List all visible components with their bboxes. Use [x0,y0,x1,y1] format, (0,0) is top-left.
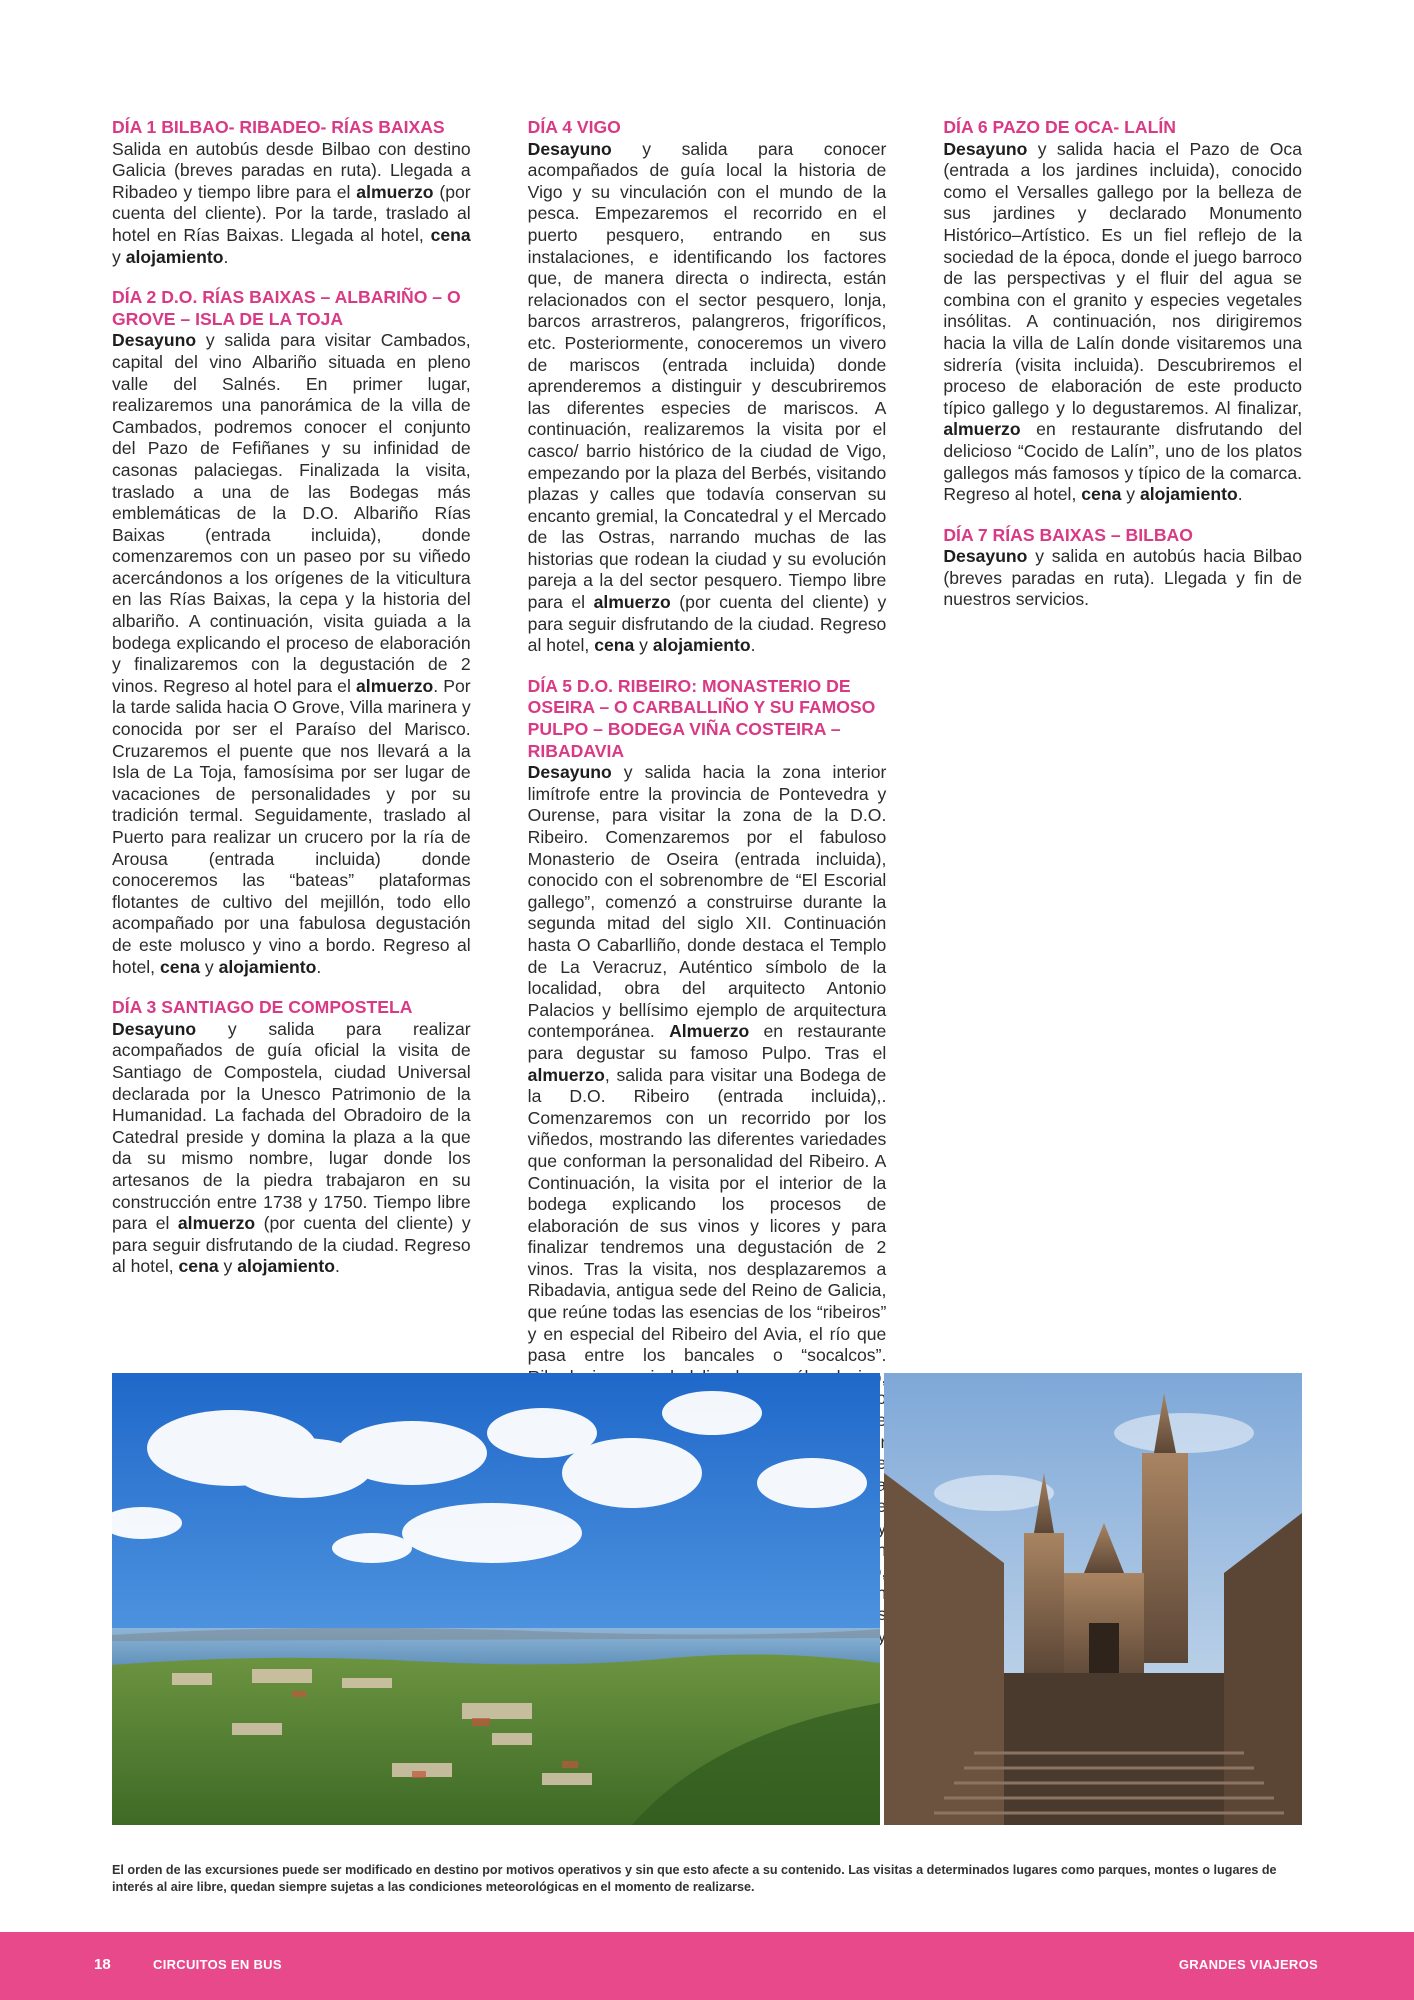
day-2-title: DÍA 2 D.O. RÍAS BAIXAS – ALBARIÑO – O GROVE – ISLA DE LA TOJA [112,287,461,329]
day-1-body: Salida en autobús desde Bilbao con destino Galicia (breves paradas en ruta). Llegada a Ribadeo y tiempo libre para el almuerzo (por cuenta del cliente). Por la tarde, traslado al hotel en Rías Baixas. Llegada al hotel, cena y alojamiento. [112,138,471,267]
cathedral-illustration [884,1373,1302,1825]
day-7 [943,525,1302,611]
photo-strip [112,1373,1302,1825]
column-1 [112,117,471,1307]
day-4-title: DÍA 4 VIGO [527,117,621,137]
day-1-title: DÍA 1 BILBAO- RIBADEO- RÍAS BAIXAS [112,117,445,137]
coastal-landscape-photo [112,1373,880,1825]
coastal-landscape-illustration [112,1373,880,1825]
column-2 [527,117,887,1646]
day-6 [943,117,1302,506]
day-5-body: Desayuno y salida hacia la zona interior limítrofe entre la provincia de Pontevedra y Ourense, para visitar la zona de la D.O. Ribeiro. Comenzaremos por el fabuloso Monasterio de Oseira (entrada incluida), conocido con el sobrenombre de “El Escorial gallego”, comenzó a construirse durante la segunda mitad del siglo XII. Continuación hasta O Cabarlliño, donde destaca el Templo de La Veracruz, Auténtico símbolo de la localidad, obra del arquitecto Antonio Palacios y bellísimo ejemplo de arquitectura contemporánea. Almuerzo en restaurante para degustar su famoso Pulpo. Tras el almuerzo, salida para visitar una Bodega de la D.O. Ribeiro (entrada incluida),. Comenzaremos con un recorrido por los viñedos, mostrando las diferentes variedades que conforman la personalidad del Ribeiro. A Continuación, la visita por el interior de la bodega explicando los procesos de elaboración de sus vinos y licores y para finalizar tendremos una degustación de 2 vinos. Tras la visita, nos desplazaremos a Ribadavia, antigua sede del Reino de Galicia, que reúne todas las esencias de los “ribeiros” y en especial del Ribeiro del Avia, el río que pasa entre los bancales o “socalcos”. y y [527,762,887,1646]
day-1 [112,117,471,268]
column-3 [943,117,1302,1307]
day-6-title: DÍA 6 PAZO DE OCA- LALÍN [943,117,1176,137]
day-7-body: Desayuno y salida en autobús hacia Bilbao (breves paradas en ruta). Llegada y fin de nuestros servicios. [943,546,1303,610]
day-4-body: Desayuno y salida para conocer acompañados de guía local la historia de Vigo y su vinculación con el mundo de la pesca. Empezaremos el recorrido en el puerto pesquero, entrando en sus instalaciones, e identificando los factores que, de manera directa o indirecta, están relacionados con el sector pesquero, lonja, barcos arrastreros, palangreros, frigoríficos, etc. Posteriormente, conoceremos un vivero de mariscos (entrada incluida) donde aprenderemos a distinguir y descubriremos las diferentes especies de mariscos. A continuación, realizaremos la visita por el casco/ barrio histórico de la ciudad de Vigo, empezando por la plaza del Berbés, visitando plazas y calles que todavía conservan su encanto gremial, la Concatedral y el Mercado de las Ostras, narrando muchas de las historias que rodean la ciudad y su evolución pareja a la del sector pesquero. Tiempo libre para el almuerzo (por cuenta del cliente) y para seguir disfrutando de la ciudad. Regreso al hotel, cena y alojamiento. [527,138,887,656]
brand-name: GRANDES VIAJEROS [1178,1957,1318,1972]
page-number: 18 [94,1956,111,1973]
disclaimer-note: El orden de las excursiones puede ser modificado en destino por motivos operativos y sin que esto afecte a su contenido. Las visitas a determinados lugares como parques, montes o lugares de interés al aire libre, quedan siempre sujetas a las condiciones meteorológicas en el momento de realizarse. [112,1863,1277,1894]
day-7-title: DÍA 7 RÍAS BAIXAS – BILBAO [943,524,1193,545]
day-3-title: DÍA 3 SANTIAGO DE COMPOSTELA [112,997,413,1018]
day-3-body: Desayuno y salida para realizar acompañados de guía oficial la visita de Santiago de Compostela, ciudad Universal declarada por la Unesco Patrimonio de la Humanidad. La fachada del Obradoiro de la Catedral preside y domina la plaza a la que da su mismo nombre, lugar donde los artesanos de la piedra trabajaron en su construcción entre 1738 y 1750. Tiempo libre para el almuerzo (por cuenta del cliente) y para seguir disfrutando de la ciudad. Regreso al hotel, cena y alojamiento. [112,1018,471,1277]
cathedral-photo [884,1373,1302,1825]
day-6-body: Desayuno y salida hacia el Pazo de Oca (entrada a los jardines incluida), conocido como el Versalles gallego por la belleza de sus jardines y declarado Monumento Histórico–Artístico. Es un fiel reflejo de la sociedad de la época, donde el juego barroco de las perspectivas y el fluir del agua se combina con el granito y especies vegetales insólitas. A continuación, nos dirigiremos hacia la villa de Lalín donde visitaremos una sidrería (visita incluida). Descubriremos el proceso de elaboración de este producto típico gallego y lo degustaremos. Al finalizar, almuerzo en restaurante disfrutando del delicioso “Cocido de Lalín”, uno de los platos gallegos más famosos y típico de la comarca. Regreso al hotel, cena y alojamiento. [943,138,1303,505]
day-5-title: DÍA 5 D.O. RIBEIRO: MONASTERIO DE OSEIRA – O CARBALLIÑO Y SU FAMOSO PULPO – BODEGA VIÑA COSTEIRA – RIBADAVIA [527,675,876,761]
day-2-body: Desayuno y salida para visitar Cambados, capital del vino Albariño situada en pleno valle del Salnés. En primer lugar, realizaremos una panorámica de la villa de Cambados, podremos conocer el conjunto del Pazo de Fefiñanes y su infinidad de casonas palaciegas. Finalizada la visita, traslado a una de las Bodegas más emblemáticas de la D.O. Albariño Rías Baixas (entrada incluida), donde comenzaremos con un paseo por su viñedo acercándonos a los orígenes de la viticultura en las Rías Baixas, la cepa y la historia del albariño. A continuación, visita guiada a la bodega explicando el proceso de elaboración y finalizaremos con la degustación de 2 vinos. Regreso al hotel para el almuerzo. Por la tarde salida hacia O Grove, Villa marinera y conocida por ser el Paraíso del Marisco. Cruzaremos el puente que nos llevará a la Isla de La Toja, famosísima por ser lugar de vacaciones de personalidades y por su tradición termal. Seguidamente, traslado al Puerto para realizar un crucero por la ría de Arousa (entrada incluida) donde conoceremos las “bateas” plataformas flotantes de cultivo del mejillón, todo ello acompañado por una fabulosa degustación de este molusco y vino a bordo. Regreso al hotel, cena y alojamiento. [112,330,471,977]
day-3 [112,997,471,1278]
day-2 [112,287,471,978]
section-title: CIRCUITOS EN BUS [153,1957,282,1972]
page-footer [0,1932,1414,2000]
day-4 [528,117,887,657]
itinerary-columns [112,117,1303,1646]
